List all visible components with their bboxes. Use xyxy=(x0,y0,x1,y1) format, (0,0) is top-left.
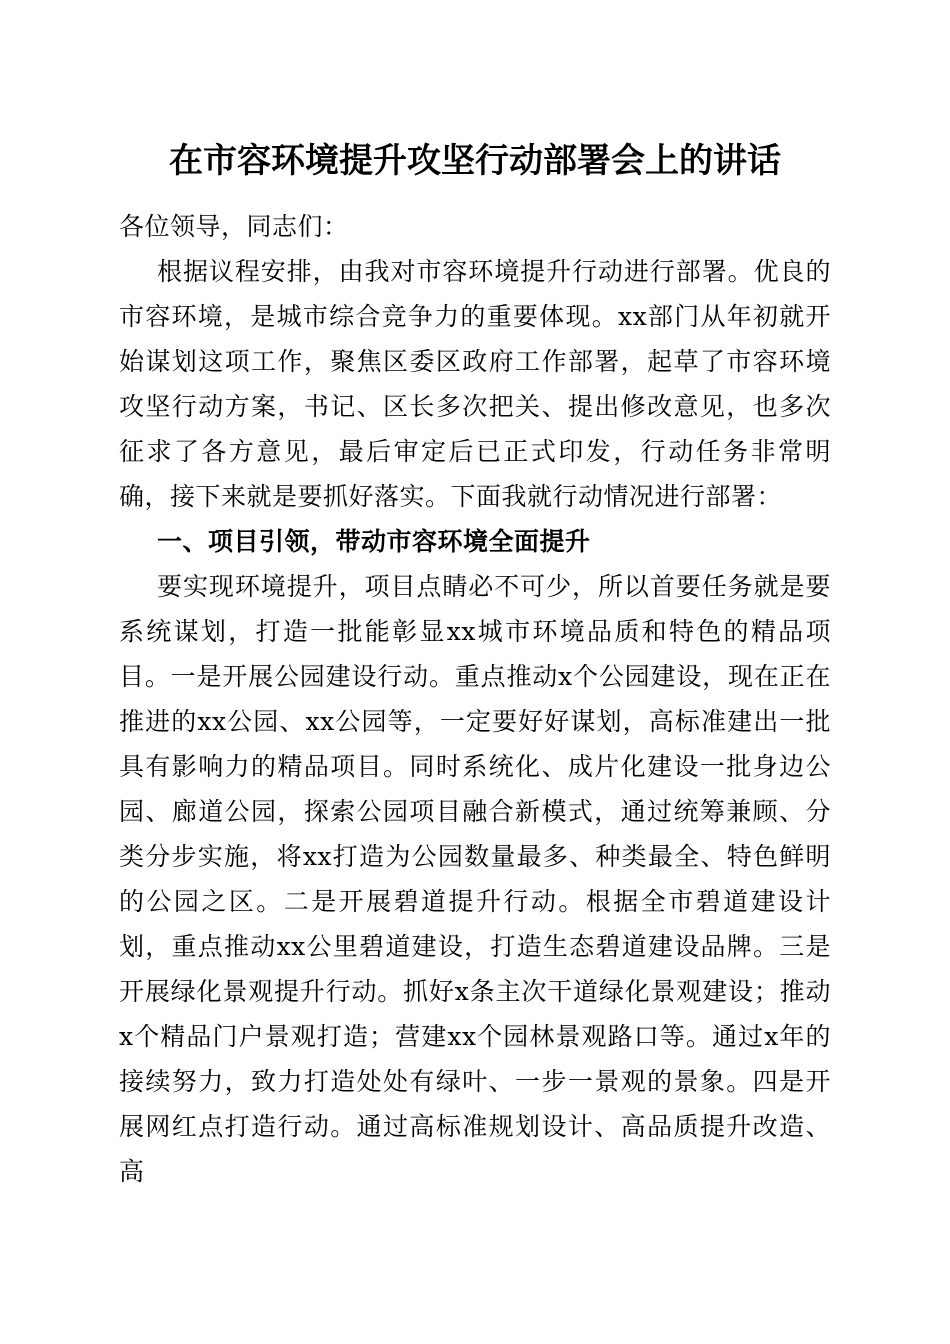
document-title: 在市容环境提升攻坚行动部署会上的讲话 xyxy=(169,141,781,181)
section-heading-1: 一、项目引领，带动市容环境全面提升 xyxy=(157,527,591,556)
paragraph-intro: 根据议程安排，由我对市容环境提升行动进行部署。优良的市容环境，是城市综合竞争力的重要体现。xx部门从年初就开始谋划这项工作，聚焦区委区政府工作部署，起草了市容环境攻坚行动方案，书记、区长多次把关、提出修改意见，也多次征求了各方意见，最后审定后已正式印发，行动任务非常明确，接下来就是要抓好落实。下面我就行动情况进行部署： xyxy=(119,257,831,511)
document-body xyxy=(119,204,831,1194)
salutation: 各位领导，同志们： xyxy=(119,212,349,241)
paragraph-project-lead: 要实现环境提升，项目点睛必不可少，所以首要任务就是要系统谋划，打造一批能彰显xx城市环境品质和特色的精品项目。一是开展公园建设行动。重点推动x个公园建设，现在正在推进的xx公园、xx公园等，一定要好好谋划，高标准建出一批具有影响力的精品项目。同时系统化、成片化建设一批身边公园、廊道公园，探索公园项目融合新模式，通过统筹兼顾、分类分步实施，将xx打造为公园数量最多、种类最全、特色鲜明的公园之区。二是开展碧道提升行动。根据全市碧道建设计划，重点推动xx公里碧道建设，打造生态碧道建设品牌。三是开展绿化景观提升行动。抓好x条主次干道绿化景观建设；推动x个精品门户景观打造；营建xx个园林景观路口等。通过x年的接续努力，致力打造处处有绿叶、一步一景观的景象。四是开展网红点打造行动。通过高标准规划设计、高品质提升改造、高 xyxy=(119,572,831,1186)
